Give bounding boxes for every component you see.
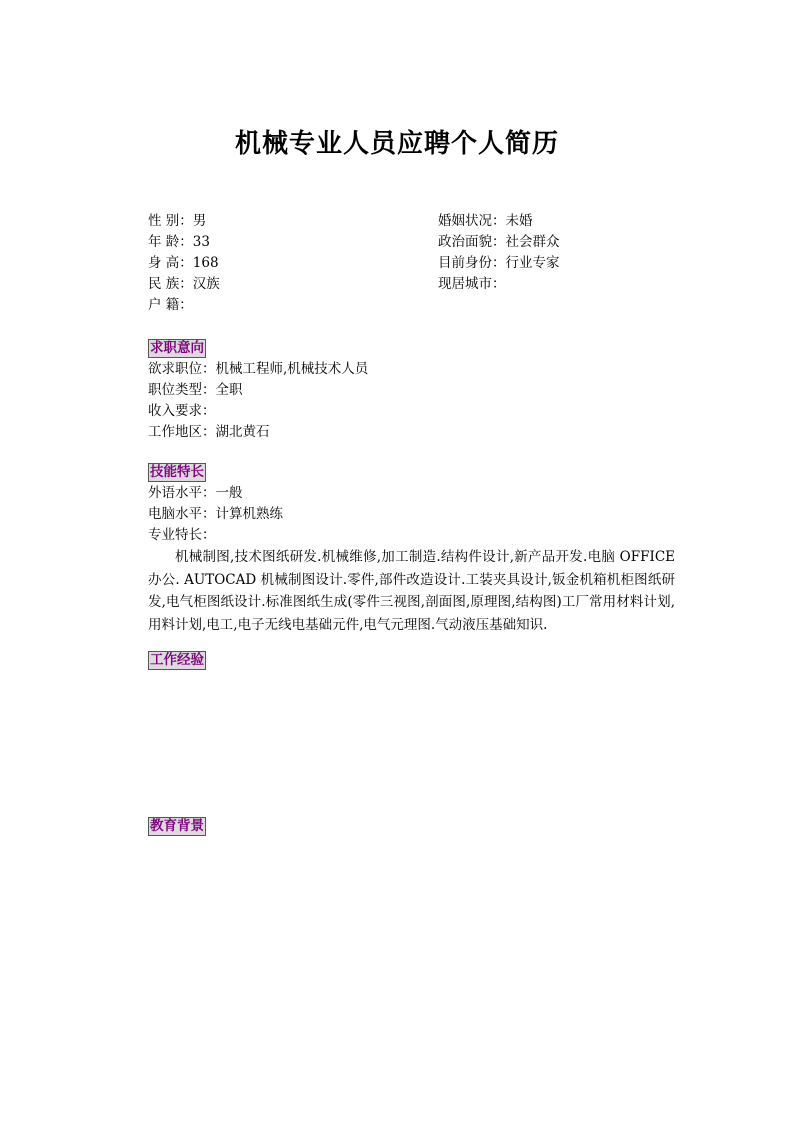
skills-specialty-label: 专业特长： (148, 527, 216, 543)
intent-job-type: 职位类型：全职 (148, 382, 243, 398)
info-current-identity: 目前身份：行业专家 (438, 255, 560, 271)
intent-work-location: 工作地区：湖北黄石 (148, 424, 270, 440)
skills-specialty-paragraph: 机械制图,技术图纸研发.机械维修,加工制造.结构件设计,新产品开发.电脑 OFFICE 办公. AUTOCAD 机械制图设计.零件,部件改造设计.工装夹具设计,钣金机箱机柜图纸研发,电气柜图纸设计.标准图纸生成(零件三视图,剖面图,原理图,结构图)工厂常用材料计划,用料计划,电工,电子无线电基础元件,电气元理图.气动液压基础知识. (148, 549, 675, 633)
info-gender: 性 别：男 (148, 213, 207, 229)
info-current-city: 现居城市： (438, 276, 506, 292)
info-marital-status: 婚姻状况：未婚 (438, 213, 533, 229)
personal-info (148, 211, 688, 316)
section-heading-skills: 技能特长 (150, 464, 204, 480)
info-height: 身 高：168 (148, 255, 219, 271)
info-ethnicity: 民 族：汉族 (148, 276, 220, 292)
section-skills (148, 462, 678, 636)
section-heading-work-experience: 工作经验 (150, 652, 204, 668)
section-heading-education: 教育背景 (150, 818, 204, 834)
info-political-status: 政治面貌：社会群众 (438, 234, 560, 250)
skills-language: 外语水平：一般 (148, 485, 243, 501)
section-heading-job-intent: 求职意向 (150, 340, 204, 356)
intent-salary: 收入要求： (148, 403, 216, 419)
page-title: 机械专业人员应聘个人简历 (234, 129, 559, 159)
info-age: 年 龄：33 (148, 234, 210, 250)
info-household-registration: 户 籍： (148, 297, 193, 313)
section-work-experience (148, 650, 678, 671)
intent-desired-position: 欲求职位：机械工程师,机械技术人员 (148, 361, 369, 377)
section-job-intent (148, 338, 678, 443)
skills-computer: 电脑水平：计算机熟练 (148, 506, 283, 522)
section-education (148, 816, 678, 837)
